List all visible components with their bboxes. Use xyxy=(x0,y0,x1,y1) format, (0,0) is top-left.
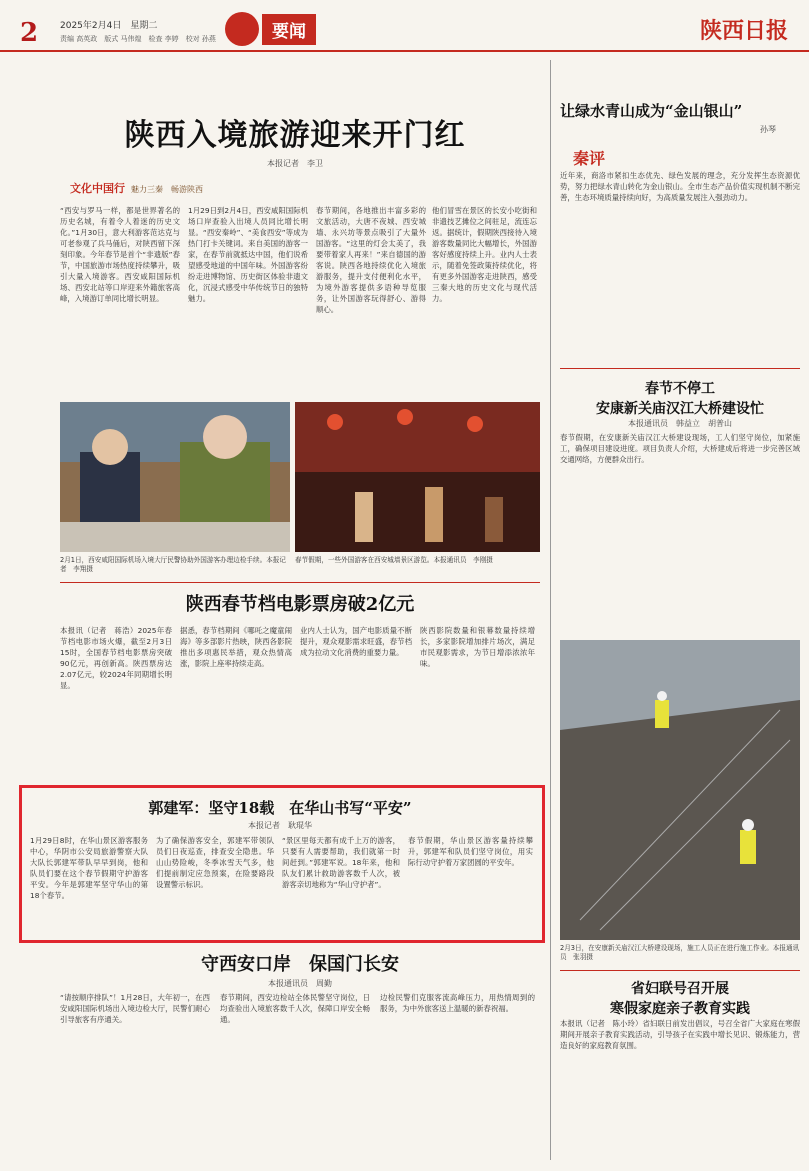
banner-subtitle: 魅力三秦 畅游陕西 xyxy=(131,185,203,194)
lead-col1: “西安与罗马一样，都是世界著名的历史名城，有着令人着迷的历史文化。”1月30日，意大利游客范达克与可老参观了兵马俑后，对陕西留下深刻印象。今年春节是首个“非遗版”春节，中国旅游市场热度持续攀升，吸引大量入境游客。西安咸阳国际机场、西安北站等口岸迎来外籍旅客高峰，入境游订单同比增长明显。 xyxy=(60,206,180,303)
header-meta xyxy=(60,20,216,46)
column-headline: 让绿水青山成为“金山银山” xyxy=(560,102,743,120)
lead-byline: 本报记者 李卫 xyxy=(267,159,323,168)
bridge-text: 春节假期，在安康新关庙汉江大桥建设现场，工人们坚守岗位，加紧施工，确保项目建设进度。项目负责人介绍，大桥建成后将进一步完善区域交通网络，方便群众出行。 xyxy=(560,433,800,464)
banner-title: 文化中国行 xyxy=(70,182,125,195)
column-tag: 秦评 xyxy=(573,149,606,168)
gateway-col1: “请按顺序排队”！1月28日，大年初一，在西安咸阳国际机场出入境边检大厅，民警们耐心引导旅客有序通关。 xyxy=(60,993,210,1024)
boxoffice-col4: 陕西影院数量和银幕数量持续增长，多家影院增加排片场次，满足市民观影需求，为节日增添浓浓年味。 xyxy=(420,626,535,668)
bridge-byline: 本报通讯员 韩益立 胡普山 xyxy=(628,419,732,428)
lead-col4: 他们冒雪在景区的长安小吃街和非遗技艺摊位之间驻足，流连忘返。据统计，假期陕西接待入境游客数量同比大幅增长，外国游客好感度持续上升。业内人士表示，随着免签政策持续优化，将有更多外国游客走进陕西，感受三秦大地的历史文化与现代活力。 xyxy=(432,206,537,303)
gateway-col3: 边检民警们克服客流高峰压力，用热情周到的服务，为中外旅客送上温暖的新春祝福。 xyxy=(380,993,535,1013)
lead-col2: 1月29日到2月4日，西安咸阳国际机场口岸查验入出境人员同比增长明显。“西安秦岭”、“美食西安”等成为热门打卡关键词。来自美国的游客一家，在春节前就抵达中国，他们说希望感受地道的中国年味。外国游客纷纷走进博物馆、历史街区体验非遗文化，沉浸式感受中华传统节日的独特魅力。 xyxy=(188,206,308,303)
huashan-col1: 1月29日8时，在华山景区游客服务中心，华阴市公安局旅游警察大队大队长郭建军带队早早到岗，他和队员们要在这个春节假期守护游客平安。今年是郭建军坚守华山的第18个春节。 xyxy=(30,836,148,900)
masthead: 陕西日报 xyxy=(700,18,789,44)
section-label: 要闻 xyxy=(262,14,316,45)
header-rule xyxy=(0,50,809,52)
bridge-photo xyxy=(560,640,800,940)
column-banner xyxy=(70,180,270,202)
gateway-headline: 守西安口岸 保国门长安 xyxy=(201,954,399,975)
boxoffice-col3: 业内人士认为，国产电影质量不断提升，观众观影需求旺盛，春节档成为拉动文化消费的重要力量。 xyxy=(300,626,412,657)
column-divider xyxy=(550,60,551,1160)
photo-caption-right: 春节假期，一些外国游客在西安城墙景区游览。本报通讯员 李刚摄 xyxy=(295,556,493,564)
huashan-col3: “景区里每天都有成千上万的游客，只要有人需要帮助，我们就第一时间赶到。”郭建军说。18年来，他和队友们累计救助游客数千人次，被游客亲切地称为“华山守护者”。 xyxy=(282,836,400,889)
bridge-headline: 春节不停工 安康新关庙汉江大桥建设忙 xyxy=(596,381,764,417)
boxoffice-col1: 本报讯（记者 蒋浩）2025年春节档电影市场火爆，截至2月3日15时，全国春节档电影票房突破90亿元，再创新高。陕西票房达2.07亿元，较2024年同期增长明显。 xyxy=(60,626,172,690)
boxoffice-col2: 据悉，春节档期间《哪吒之魔童闹海》等多部影片热映，陕西各影院推出多项惠民举措，观众热情高涨，影院上座率持续走高。 xyxy=(180,626,292,668)
snake-logo-icon xyxy=(225,12,259,46)
huashan-col2: 为了确保游客安全，郭建军带领队员们日夜巡查，排查安全隐患。华山山势险峻，冬季冰雪天气多，他们提前制定应急预案，在险要路段设置警示标识。 xyxy=(156,836,274,889)
page-number: 2 xyxy=(20,18,39,48)
column-author: 孙琴 xyxy=(760,125,776,134)
citywall-photo xyxy=(295,402,540,552)
huashan-byline: 本报记者 耿琨华 xyxy=(248,821,312,830)
boxoffice-headline: 陕西春节档电影票房破2亿元 xyxy=(185,594,415,615)
airport-photo xyxy=(60,402,290,552)
huashan-headline: 郭建军：坚守18载 在华山书写“平安” xyxy=(148,799,412,817)
divider-right-1 xyxy=(560,368,800,369)
lead-headline: 陕西入境旅游迎来开门红 xyxy=(124,118,466,153)
gateway-byline: 本报通讯员 周勤 xyxy=(268,979,332,988)
divider xyxy=(60,582,540,583)
meeting-headline: 省妇联号召开展 寒假家庭亲子教育实践 xyxy=(610,981,750,1017)
lead-col3: 春节期间，各地推出丰富多彩的文旅活动，大唐不夜城、西安城墙、永兴坊等景点吸引了大量外国游客。“这里的灯会太美了，我要带着家人再来！”来自德国的游客说。陕西各地持续优化入境旅游服务，提升支付便利化水平，为境外游客提供多语种导览服务，让外国游客玩得舒心、游得顺心。 xyxy=(316,206,426,314)
bridge-caption: 2月3日，在安康新关庙汉江大桥建设现场，施工人员正在进行施工作业。本报通讯员 张羽摄 xyxy=(560,944,800,961)
huashan-col4: 春节假期，华山景区游客量持续攀升，郭建军和队员们坚守岗位，用实际行动守护着万家团圆的平安年。 xyxy=(408,836,533,867)
meeting-text: 本报讯（记者 陈小玲）省妇联日前发出倡议，号召全省广大家庭在寒假期间开展亲子教育实践活动，引导孩子在实践中增长见识、锻炼能力，营造良好的家庭教育氛围。 xyxy=(560,1019,800,1050)
gateway-col2: 春节期间，西安边检站全体民警坚守岗位，日均查验出入境旅客数千人次，保障口岸安全畅通。 xyxy=(220,993,370,1024)
date-line: 2025年2月4日 星期二 xyxy=(60,21,158,31)
column-text: 近年来，商洛市紧扣生态优先、绿色发展的理念，充分发挥生态资源优势，努力把绿水青山转化为金山银山。全市生态产品价值实现机制不断完善，生态环境质量持续向好，为高质量发展注入强劲动力。 xyxy=(560,171,800,202)
photo-caption-left: 2月1日，西安咸阳国际机场入境大厅民警协助外国游客办理边检手续。本报记者 李翔摄 xyxy=(60,556,286,573)
divider-right-2 xyxy=(560,970,800,971)
staff-line: 责编 高英政 版式 马伟煌 检查 李婷 校对 孙燕 xyxy=(60,35,216,43)
